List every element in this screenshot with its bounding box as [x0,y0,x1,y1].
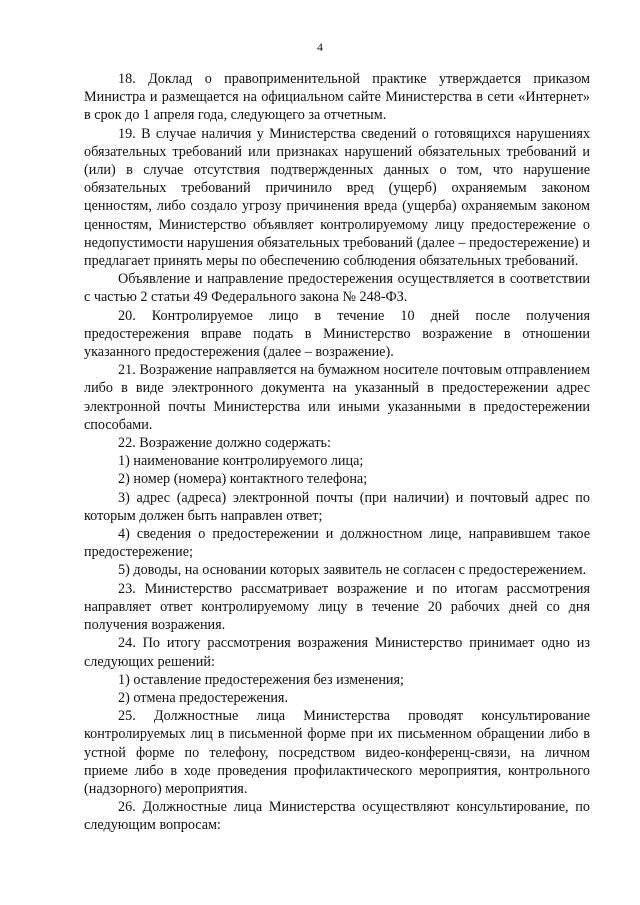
paragraph-25: 25. Должностные лица Министерства проводят консультирование контролируемых лиц в письменной форме при их письменном обращении либо в устной форме по телефону, посредством видео-конференц-связи, на личном приеме либо в ходе проведения профилактического мероприятия, контрольного (надзорного) мероприятия. [84,708,590,797]
document-body [84,70,590,835]
paragraph-22: 22. Возражение должно содержать: [118,435,331,452]
paragraph-19-announcement: Объявление и направление предостережения осуществляется в соответствии с частью 2 статьи 49 Федерального закона № 248-ФЗ. [84,271,590,306]
paragraph-26: 26. Должностные лица Министерства осуществляют консультирование, по следующим вопросам: [84,799,590,834]
list-item-22-3: 3) адрес (адреса) электронной почты (при наличии) и почтовый адрес по которым должен быть направлен ответ; [84,489,590,524]
paragraph-23: 23. Министерство рассматривает возражение и по итогам рассмотрения направляет ответ контролируемому лицу в течение 20 рабочих дней со дня получения возражения. [84,580,590,634]
list-item-22-1: 1) наименование контролируемого лица; [118,453,364,470]
paragraph-18: 18. Доклад о правоприменительной практике утверждается приказом Министра и размещается на официальном сайте Министерства в сети «Интернет» в срок до 1 апреля года, следующего за отчетным. [84,71,590,124]
paragraph-24: 24. По итогу рассмотрения возражения Министерство принимает одно из следующих решений: [84,635,590,670]
list-item-22-2: 2) номер (номера) контактного телефона; [118,471,368,488]
list-item-22-5: 5) доводы, на основании которых заявитель не согласен с предостережением. [118,562,587,579]
page-number: 4 [317,40,323,54]
list-item-24-1: 1) оставление предостережения без изменения; [118,671,404,688]
paragraph-19: 19. В случае наличия у Министерства сведений о готовящихся нарушениях обязательных требований или признаках нарушений обязательных требований и (или) в случае отсутствия подтвержденных данных о том, что нарушение обязательных требований причинило вред (ущерб) охраняемым законом ценностям, либо создало угрозу причинения вреда (ущерба) охраняемым законом ценностям, Министерство объявляет контролируемому лицу предостережение о недопустимости нарушения обязательных требований (далее – предостережение) и предлагает принять меры по обеспечению соблюдения обязательных требований. [84,125,590,270]
paragraph-21: 21. Возражение направляется на бумажном носителе почтовым отправлением либо в виде электронного документа на указанный в предостережении адрес электронной почты Министерства или иными указанными в предостережении способами. [84,362,590,433]
list-item-24-2: 2) отмена предостережения. [118,689,289,706]
list-item-22-4: 4) сведения о предостережении и должностном лице, направившем такое предостережение; [84,526,590,561]
paragraph-20: 20. Контролируемое лицо в течение 10 дней после получения предостережения вправе подать в Министерство возражение в отношении указанного предостережения (далее – возражение). [84,307,590,361]
